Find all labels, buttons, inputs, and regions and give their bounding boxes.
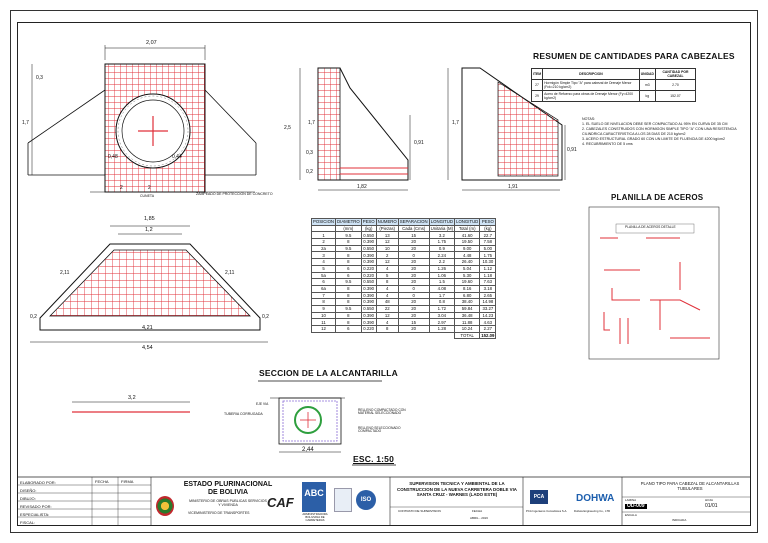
dim-label: 0,44 [172,154,182,160]
culvert-section [72,381,396,465]
steel-cell: 38.40 [455,299,480,306]
steel-cell: 1.75 [480,252,496,259]
pca-logo [530,490,548,504]
annotation: TUBERIA CORRUGADA [224,412,263,416]
dim-label: 1,82 [357,184,367,190]
steel-header: DIAMETRO [337,219,360,225]
table-row [312,265,496,272]
table-row [312,245,496,252]
note-item: 1. EL SUELO DE NIVELACION DEBE SER COMPACTADO AL 95% EN CURVA DE 35 CM [582,122,728,126]
dim-label: 2 [148,185,151,191]
contract-label: CONTRATO DE SUPERVISION [398,509,441,513]
steel-cell: 10 [312,312,336,319]
steel-cell: 0.390 [361,292,376,299]
steel-cell: 0.550 [361,245,376,252]
dim-label: 0,91 [567,147,577,153]
sheet-code: OD-009 [627,503,645,509]
table-row [312,292,496,299]
steel-cell: 20 [398,239,429,246]
steel-cell: 9.5 [336,232,362,239]
abc-logo [302,482,326,512]
steel-cell: 2 [312,239,336,246]
table-row [312,232,496,239]
steel-cell: 0.390 [361,285,376,292]
steel-cell: 20 [398,326,429,333]
dim-label: 3,2 [128,395,136,401]
steel-cell: 8 [336,312,362,319]
certification-badge-icon [334,488,352,512]
dim-label: 4,54 [142,345,153,351]
steel-cell: 14.23 [480,312,496,319]
steel-cell: 2.24 [429,252,454,259]
sign-col-date: FECHA [95,479,109,484]
steel-cell: 6 [312,279,336,286]
steel-cell: 4 [376,265,398,272]
planilla-frame [589,207,719,359]
steel-subheader: (kg) [480,225,496,232]
steel-cell: 8 [336,285,362,292]
steel-cell: 0.9 [429,245,454,252]
note-item: 2. CABEZALES CONSTRUIDOS CON HORMIGON SIMPLE TIPO "A" CON UNA RESISTENCIA CILINDRICA CARACTERISTICA A LOS 28 DIAS DE 210 kg/cm2 [582,127,737,136]
abc-subtitle: ADMINISTRADORA BOLIVIANA DE CARRETERAS [302,512,328,522]
annotation: ZAMPEADO DE PROTECCION DE CONCRETO [196,192,273,196]
note-item: 3. ACERO ESTRUCTURAL GRADO 60 CON UN LIMITE DE FLUENCIA DE 4200 kg/cm2 [582,137,726,141]
steel-cell: 9.5 [336,279,362,286]
scale-label: ESC. 1:50 [353,454,395,464]
steel-cell: 0.220 [361,272,376,279]
steel-cell: 1.7 [429,292,454,299]
planilla-subtitle: PLANILLA DE ACEROS DETALLE [625,225,676,229]
steel-cell: 9.5 [336,245,362,252]
steel-cell: 15 [398,232,429,239]
steel-cell: 12 [376,239,398,246]
steel-cell: 9 [312,305,336,312]
steel-header: LONGITUD [456,219,479,225]
steel-cell: 1.12 [480,265,496,272]
steel-cell: 1.72 [429,305,454,312]
steel-cell: 2.27 [480,326,496,333]
dohwa-logo: DOHWA [576,493,615,504]
steel-cell: 8 [336,252,362,259]
steel-cell: 33.27 [480,305,496,312]
steel-schedule-table [311,218,496,339]
iso-logo [356,490,376,510]
note-item: 4. RECUBRIMIENTO DE 5 cms [582,142,633,146]
sheet-number: 01/01 [705,503,718,509]
steel-cell: 9.00 [455,245,480,252]
scale-field-value: INDICADA [672,518,687,522]
steel-cell: 0.550 [361,305,376,312]
table-row [312,299,496,306]
steel-cell: 2 [376,252,398,259]
dim-label: 4,21 [142,325,153,331]
steel-cell: 0.390 [361,259,376,266]
steel-cell: 8.16 [455,285,480,292]
dim-label: 2 [120,185,123,191]
resumen-cell: Hormigón Simple Tipo "A" para cabezal de Drenaje Menor (Fck=210 kg/cm2) [543,80,640,91]
pca-subtitle: PCA Ingenieros Consultores S.A. [526,509,568,513]
steel-cell: 4 [312,259,336,266]
sheet-number-label: HOJA [705,498,714,502]
annotation: CUNETA [140,194,155,198]
steel-cell: 0.390 [361,312,376,319]
steel-cell: 2.2 [429,259,454,266]
table-row [312,259,496,266]
steel-cell: 1 [312,232,336,239]
steel-cell: 20 [398,305,429,312]
steel-cell: 6 [336,326,362,333]
steel-cell: 10 [376,245,398,252]
notes-title: NOTAS: [582,117,596,121]
steel-cell: 6.80 [455,292,480,299]
steel-cell: 26.40 [455,259,480,266]
steel-cell: 12 [312,326,336,333]
abc-logo-text: ABC [304,488,324,498]
steel-cell: 0.8 [429,299,454,306]
steel-cell: 8 [336,299,362,306]
sign-row-label: DISEÑO: [20,488,37,493]
table-row [312,239,496,246]
resumen-col-qty: CANTIDAD POR CABEZAL [655,69,695,80]
side-section-1 [300,68,410,190]
dim-label: 2,11 [60,270,70,276]
steel-cell: 7.63 [480,279,496,286]
resumen-cell: 2.70 [655,80,695,91]
steel-cell: 0.390 [361,239,376,246]
steel-cell: 20 [398,299,429,306]
steel-cell: 4.48 [455,252,480,259]
steel-cell: 0 [398,285,429,292]
steel-cell: 20 [398,312,429,319]
bolivia-emblem-icon [156,496,174,516]
steel-cell: 5.30 [455,272,480,279]
dim-label: 1,7 [22,120,29,126]
table-row [312,319,496,326]
notes-block [582,117,752,147]
steel-cell: 8 [376,279,398,286]
annotation: EJE VIA [256,402,269,406]
steel-cell: 11 [312,319,336,326]
steel-cell: 5.00 [480,245,496,252]
dim-label: 1,7 [452,120,459,126]
steel-total-label: TOTAL [455,332,480,339]
steel-cell: 4.63 [480,319,496,326]
table-row [312,252,496,259]
steel-cell: 59.84 [455,305,480,312]
dim-label: 1,91 [508,184,518,190]
steel-cell: 36.48 [455,312,480,319]
steel-cell: 5a [312,272,336,279]
steel-cell: 5 [376,272,398,279]
steel-cell: 8 [376,326,398,333]
dim-label: 0,91 [414,140,424,146]
steel-subheader: (Piezas) [376,225,398,232]
steel-subheader: Cada (Cms) [398,225,429,232]
steel-cell: 8 [336,292,362,299]
steel-cell: 4 [376,292,398,299]
caf-logo: CAF [267,495,294,510]
steel-cell: 1.5 [429,279,454,286]
dohwa-subtitle: Dohwa Engineering Co., LTD [574,509,611,513]
steel-header: SEPARACION [399,219,428,225]
steel-cell: 3 [312,252,336,259]
sign-row-label: ELABORADO POR: [20,480,56,485]
section-title: SECCION DE LA ALCANTARILLA [259,368,398,378]
steel-header: NUMERO [377,219,397,225]
steel-cell: 8 [336,259,362,266]
steel-cell: 20 [398,245,429,252]
annotation: RELLENO COMPACTADO CON MATERIAL SELECCIONADO [358,408,406,416]
sign-col-signature: FIRMA [121,479,134,484]
steel-cell: 8 [336,239,362,246]
steel-cell: 1.06 [429,272,454,279]
steel-cell: 0 [398,252,429,259]
steel-cell: 2a [312,245,336,252]
steel-cell: 20 [398,279,429,286]
resumen-cell: 27 [532,80,543,91]
steel-cell: 10.30 [480,259,496,266]
table-row [312,326,496,333]
steel-cell: 48 [376,299,398,306]
annotation: RELLENO SELECCIONADO COMPACTADO [358,426,401,434]
steel-subheader [312,225,336,232]
steel-cell: 22.7 [480,232,496,239]
pca-logo-text: PCA [533,494,545,500]
vice-ministry-name: VICEMINISTERIO DE TRANSPORTES [188,511,250,515]
steel-cell: 6 [336,265,362,272]
date-value: ABRIL - 2016 [470,516,488,520]
steel-cell: 8 [336,319,362,326]
steel-cell: 4 [376,319,398,326]
steel-cell: 0.390 [361,299,376,306]
steel-cell: 5 [312,265,336,272]
resumen-cell: m3 [639,80,655,91]
project-title: SUPERVISION TECNICA Y AMBIENTAL DE LA CONSTRUCCION DE LA NUEVA CARRETERA DOBLE VIA SANTA CRUZ - WARNES (LADO ESTE) [397,481,517,497]
steel-cell: 12 [376,259,398,266]
steel-cell: 41.60 [455,232,480,239]
steel-header: LONGITUD [430,219,453,225]
steel-cell: 7 [312,292,336,299]
steel-cell: 9.5 [336,305,362,312]
steel-cell: 6 [336,272,362,279]
sign-row-label: DIBUJO: [20,496,36,501]
dim-label: 1,7 [308,120,315,126]
dim-label: 0,3 [36,75,43,81]
dim-label: 0,2 [262,314,269,320]
signature-labels [20,479,56,527]
dim-label: 2,11 [225,270,235,276]
steel-subheader: (mm) [336,225,362,232]
steel-cell: 0 [398,292,429,299]
steel-cell: 20 [398,265,429,272]
planilla-title: PLANILLA DE ACEROS [611,193,704,202]
resumen-col-unit: UNIDAD [639,69,655,80]
steel-cell: 8 [312,299,336,306]
resumen-cell: 29 [532,91,543,102]
steel-cell: 7.58 [480,239,496,246]
dim-label: 1,2 [145,227,153,233]
steel-cell: 1.18 [480,272,496,279]
front-elevation [28,45,256,192]
dim-label: 2,44 [302,447,314,453]
steel-cell: 3.18 [480,285,496,292]
table-row [312,285,496,292]
date-label: FECHA [472,509,483,513]
steel-cell: 10.24 [455,326,480,333]
steel-cell: 3.04 [429,312,454,319]
steel-cell: 4 [376,285,398,292]
steel-subheader: Total (m) [455,225,480,232]
steel-cell: 1.75 [429,239,454,246]
dim-label: 0,48 [108,154,118,160]
scale-field-label: ESCALA [625,513,637,517]
dim-label: 1,85 [144,216,155,222]
resumen-col-desc: DESCRIPCION [543,69,640,80]
resumen-cell: 152.07 [655,91,695,102]
steel-cell: 12 [376,312,398,319]
steel-cell: 11.88 [455,319,480,326]
dim-label: 0,3 [306,150,313,156]
steel-subheader: (kg) [361,225,376,232]
steel-cell: 14.98 [480,299,496,306]
resumen-title: RESUMEN DE CANTIDADES PARA CABEZALES [533,51,735,61]
sign-row-label: REVISADO POR: [20,504,52,509]
ministry-name: MINISTERIO DE OBRAS PUBLICAS SERVICIOS Y VIVIENDA [189,499,267,507]
steel-cell: 0.390 [361,252,376,259]
steel-total-value: 152.09 [481,332,495,338]
resumen-table [531,68,696,102]
state-name: ESTADO PLURINACIONAL DE BOLIVIA [183,481,273,496]
steel-cell: 4.08 [429,285,454,292]
steel-cell: 2.65 [480,292,496,299]
steel-cell: 20 [398,272,429,279]
dim-label: 2,5 [284,125,291,131]
iso-logo-text: ISO [360,497,372,503]
dim-label: 2,07 [146,40,157,46]
steel-subheader: Unitaria (M) [430,225,454,231]
steel-header: PESO [480,219,496,226]
steel-cell: 20 [398,259,429,266]
steel-header: PESO [362,219,375,225]
dim-label: 0,2 [306,169,313,175]
table-row [312,279,496,286]
steel-cell: 1.26 [429,265,454,272]
resumen-cell: kg [639,91,655,102]
dim-label: 0,2 [30,314,37,320]
steel-cell: 3.2 [429,232,454,239]
steel-cell: 0.550 [361,279,376,286]
steel-cell: 13 [376,232,398,239]
steel-cell: 0.550 [361,232,376,239]
steel-cell: 1.28 [429,326,454,333]
steel-cell: 19.50 [455,239,480,246]
sign-row-label: ESPECIALISTA: [20,512,50,517]
steel-cell: 5.04 [455,265,480,272]
steel-cell: 22 [376,305,398,312]
steel-header: POSICION [313,219,335,225]
steel-cell: 0.390 [361,319,376,326]
steel-cell: 0.220 [361,265,376,272]
table-row [312,305,496,312]
steel-cell: 15 [398,319,429,326]
sign-row-label: FISCAL: [20,520,36,525]
steel-cell: 2.97 [429,319,454,326]
planilla-bar-shapes [600,224,710,344]
sheet-code-label: LAMINA [625,498,637,502]
resumen-col-item: ITEM [532,69,543,80]
table-row [312,312,496,319]
steel-cell: 6a [312,285,336,292]
resumen-cell: Acero de Refuerzo para obras de Drenaje Menor (Fy=4200 kg/cm2) [543,91,640,102]
steel-cell: 19.60 [455,279,480,286]
steel-cell: 0.220 [361,326,376,333]
plan-title: PLANO TIPO PARA CABEZAL DE ALCANTARILLAS TUBULARES [640,481,740,491]
table-row [312,272,496,279]
